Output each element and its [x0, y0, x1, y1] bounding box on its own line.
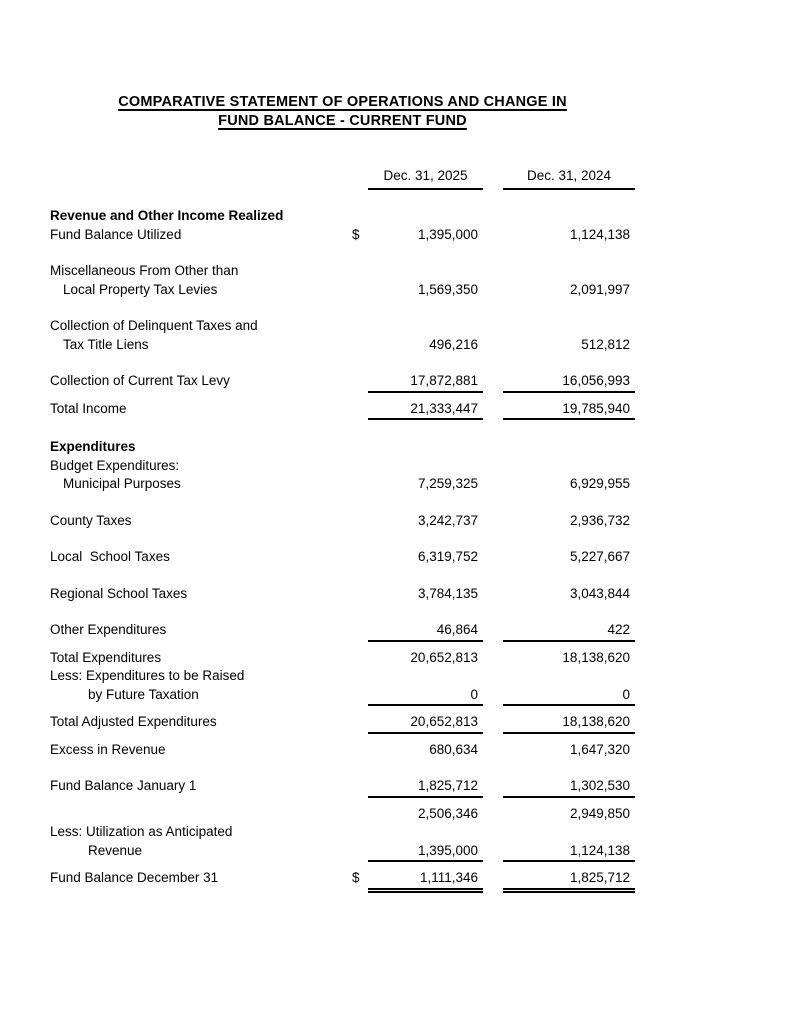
value-2025: 1,395,000 [368, 842, 483, 863]
statement-row [50, 512, 635, 531]
value-2024: 1,302,530 [503, 777, 635, 798]
value-2024 [503, 667, 635, 686]
dollar-sign: $ [352, 226, 360, 242]
value-2024 [503, 823, 635, 842]
column-gap [483, 585, 503, 604]
value-2025: 46,864 [368, 621, 483, 642]
row-label: Collection of Delinquent Taxes and [50, 318, 258, 333]
value-2025 [368, 823, 483, 842]
dollar-sign [352, 400, 368, 421]
row-label: Total Adjusted Expenditures [50, 714, 217, 729]
row-label: Tax Title Liens [63, 336, 149, 352]
value-2025 [368, 457, 483, 476]
statement-row [50, 842, 635, 863]
value-2024: 1,124,138 [503, 842, 635, 863]
value-2024: 2,936,732 [569, 512, 630, 528]
column-gap [483, 548, 503, 567]
dollar-sign [352, 649, 368, 668]
statement-row [50, 823, 635, 842]
statement-row [50, 621, 635, 642]
value-2025: 21,333,447 [368, 400, 483, 421]
row-label: Budget Expenditures: [50, 457, 180, 473]
row-label: Total Expenditures [50, 649, 162, 665]
column-gap [483, 438, 503, 457]
row-label: Regional School Taxes [50, 585, 188, 601]
dollar-sign [352, 336, 368, 355]
value-2025: 496,216 [429, 336, 478, 352]
dollar-sign [352, 512, 368, 531]
value-2024: 5,227,667 [569, 549, 630, 564]
column-gap [483, 649, 503, 668]
dollar-sign [352, 741, 368, 760]
statement-row [50, 649, 635, 668]
row-label: Local Property Tax Levies [63, 281, 218, 297]
value-2025: 0 [368, 686, 483, 707]
statement-row [50, 400, 635, 421]
column-gap [483, 741, 503, 760]
dollar-sign [352, 585, 368, 604]
column-gap [483, 823, 503, 842]
statement-row [50, 741, 635, 760]
row-label: Total Income [50, 400, 127, 416]
value-2025: 1,825,712 [368, 777, 483, 798]
column-gap [483, 512, 503, 531]
statement-row [50, 475, 635, 494]
value-2024: 3,043,844 [569, 585, 630, 601]
column-header-gap [483, 167, 503, 190]
column-gap [483, 336, 503, 355]
value-2025 [368, 317, 483, 336]
column-header-spacer [50, 167, 368, 190]
value-2024 [503, 262, 635, 281]
dollar-sign [352, 713, 368, 734]
value-2025: 1,111,346 [368, 869, 483, 890]
row-label: Less: Expenditures to be Raised [50, 668, 245, 683]
value-2024: 1,825,712 [503, 869, 635, 890]
column-gap [483, 475, 503, 494]
column-gap [483, 262, 503, 281]
row-label: Revenue [88, 842, 143, 858]
statement-row [50, 317, 635, 336]
statement-row [50, 686, 635, 707]
value-2025: 7,259,325 [417, 476, 478, 491]
value-2025: 20,652,813 [410, 649, 478, 665]
dollar-sign [352, 438, 368, 457]
title-line2: FUND BALANCE - CURRENT FUND [218, 113, 467, 129]
column-gap [483, 400, 503, 421]
dollar-sign [352, 317, 368, 336]
statement-rows [50, 207, 635, 890]
value-2024: 18,138,620 [562, 649, 630, 665]
value-2025: 17,872,881 [368, 372, 483, 393]
value-2025: 3,784,135 [417, 585, 478, 601]
row-label: Municipal Purposes [63, 476, 181, 491]
row-label: Collection of Current Tax Levy [50, 373, 230, 388]
statement-row [50, 805, 635, 824]
section-heading: Revenue and Other Income Realized [50, 208, 284, 223]
column-gap [483, 842, 503, 863]
dollar-sign [352, 667, 368, 686]
dollar-sign [352, 475, 368, 494]
row-label: Fund Balance January 1 [50, 778, 197, 793]
value-2024: 18,138,620 [503, 713, 635, 734]
column-header-2025: Dec. 31, 2025 [368, 167, 483, 190]
statement-row [50, 667, 635, 686]
section-heading: Expenditures [50, 439, 136, 454]
value-2025: 3,242,737 [417, 512, 478, 528]
value-2024 [503, 457, 635, 476]
row-label: Fund Balance Utilized [50, 226, 182, 242]
statement-row [50, 713, 635, 734]
row-label: Excess in Revenue [50, 741, 166, 757]
dollar-sign [352, 621, 368, 642]
dollar-sign [352, 262, 368, 281]
row-label: Miscellaneous From Other than [50, 263, 239, 278]
column-gap [483, 667, 503, 686]
dollar-sign [352, 372, 368, 393]
document-title [50, 93, 635, 131]
value-2025 [368, 438, 483, 457]
statement-row [50, 336, 635, 355]
value-2025: 680,634 [429, 741, 478, 757]
value-2024: 1,124,138 [569, 226, 630, 242]
statement-row [50, 262, 635, 281]
dollar-sign [352, 207, 368, 226]
statement-row [50, 777, 635, 798]
statement-row [50, 438, 635, 457]
column-gap [483, 621, 503, 642]
dollar-sign [352, 842, 368, 863]
column-gap [483, 777, 503, 798]
column-gap [483, 226, 503, 245]
value-2025: 1,569,350 [417, 281, 478, 297]
row-label: Fund Balance December 31 [50, 870, 219, 885]
value-2024: 19,785,940 [503, 400, 635, 421]
value-2025 [368, 262, 483, 281]
dollar-sign [352, 457, 368, 476]
statement-row [50, 226, 635, 245]
row-label: Other Expenditures [50, 622, 167, 637]
column-gap [483, 805, 503, 824]
value-2024: 512,812 [581, 336, 630, 352]
statement-row [50, 548, 635, 567]
statement-row [50, 207, 635, 226]
dollar-sign [352, 686, 368, 707]
statement-document [50, 93, 635, 890]
statement-row [50, 372, 635, 393]
value-2024: 1,647,320 [569, 741, 630, 757]
value-2024 [503, 317, 635, 336]
dollar-sign [352, 777, 368, 798]
column-gap [483, 281, 503, 300]
column-headers [50, 167, 635, 190]
value-2024 [503, 207, 635, 226]
column-gap [483, 457, 503, 476]
column-gap [483, 713, 503, 734]
dollar-sign [352, 548, 368, 567]
column-header-2024: Dec. 31, 2024 [503, 167, 635, 190]
row-label: Less: Utilization as Anticipated [50, 824, 233, 839]
statement-row [50, 457, 635, 476]
column-gap [483, 869, 503, 890]
dollar-sign [352, 281, 368, 300]
value-2024 [503, 438, 635, 457]
statement-row [50, 281, 635, 300]
value-2024: 422 [503, 621, 635, 642]
value-2025: 20,652,813 [368, 713, 483, 734]
statement-row [50, 869, 635, 890]
column-gap [483, 686, 503, 707]
value-2025 [368, 667, 483, 686]
dollar-sign: $ [352, 870, 360, 885]
value-2025: 1,395,000 [417, 226, 478, 242]
value-2024: 2,949,850 [569, 805, 630, 821]
value-2024: 0 [503, 686, 635, 707]
row-label: by Future Taxation [88, 686, 199, 702]
value-2025: 2,506,346 [417, 805, 478, 821]
value-2025: 6,319,752 [417, 549, 478, 564]
row-label: Local School Taxes [50, 549, 170, 564]
value-2024: 2,091,997 [569, 281, 630, 297]
value-2024: 16,056,993 [503, 372, 635, 393]
dollar-sign [352, 805, 368, 824]
title-line1: COMPARATIVE STATEMENT OF OPERATIONS AND CHANGE IN [118, 94, 567, 110]
value-2024: 6,929,955 [569, 476, 630, 491]
statement-row [50, 585, 635, 604]
column-gap [483, 372, 503, 393]
column-gap [483, 317, 503, 336]
row-label [50, 805, 352, 824]
column-gap [483, 207, 503, 226]
value-2025 [368, 207, 483, 226]
dollar-sign [352, 823, 368, 842]
row-label: County Taxes [50, 512, 132, 528]
